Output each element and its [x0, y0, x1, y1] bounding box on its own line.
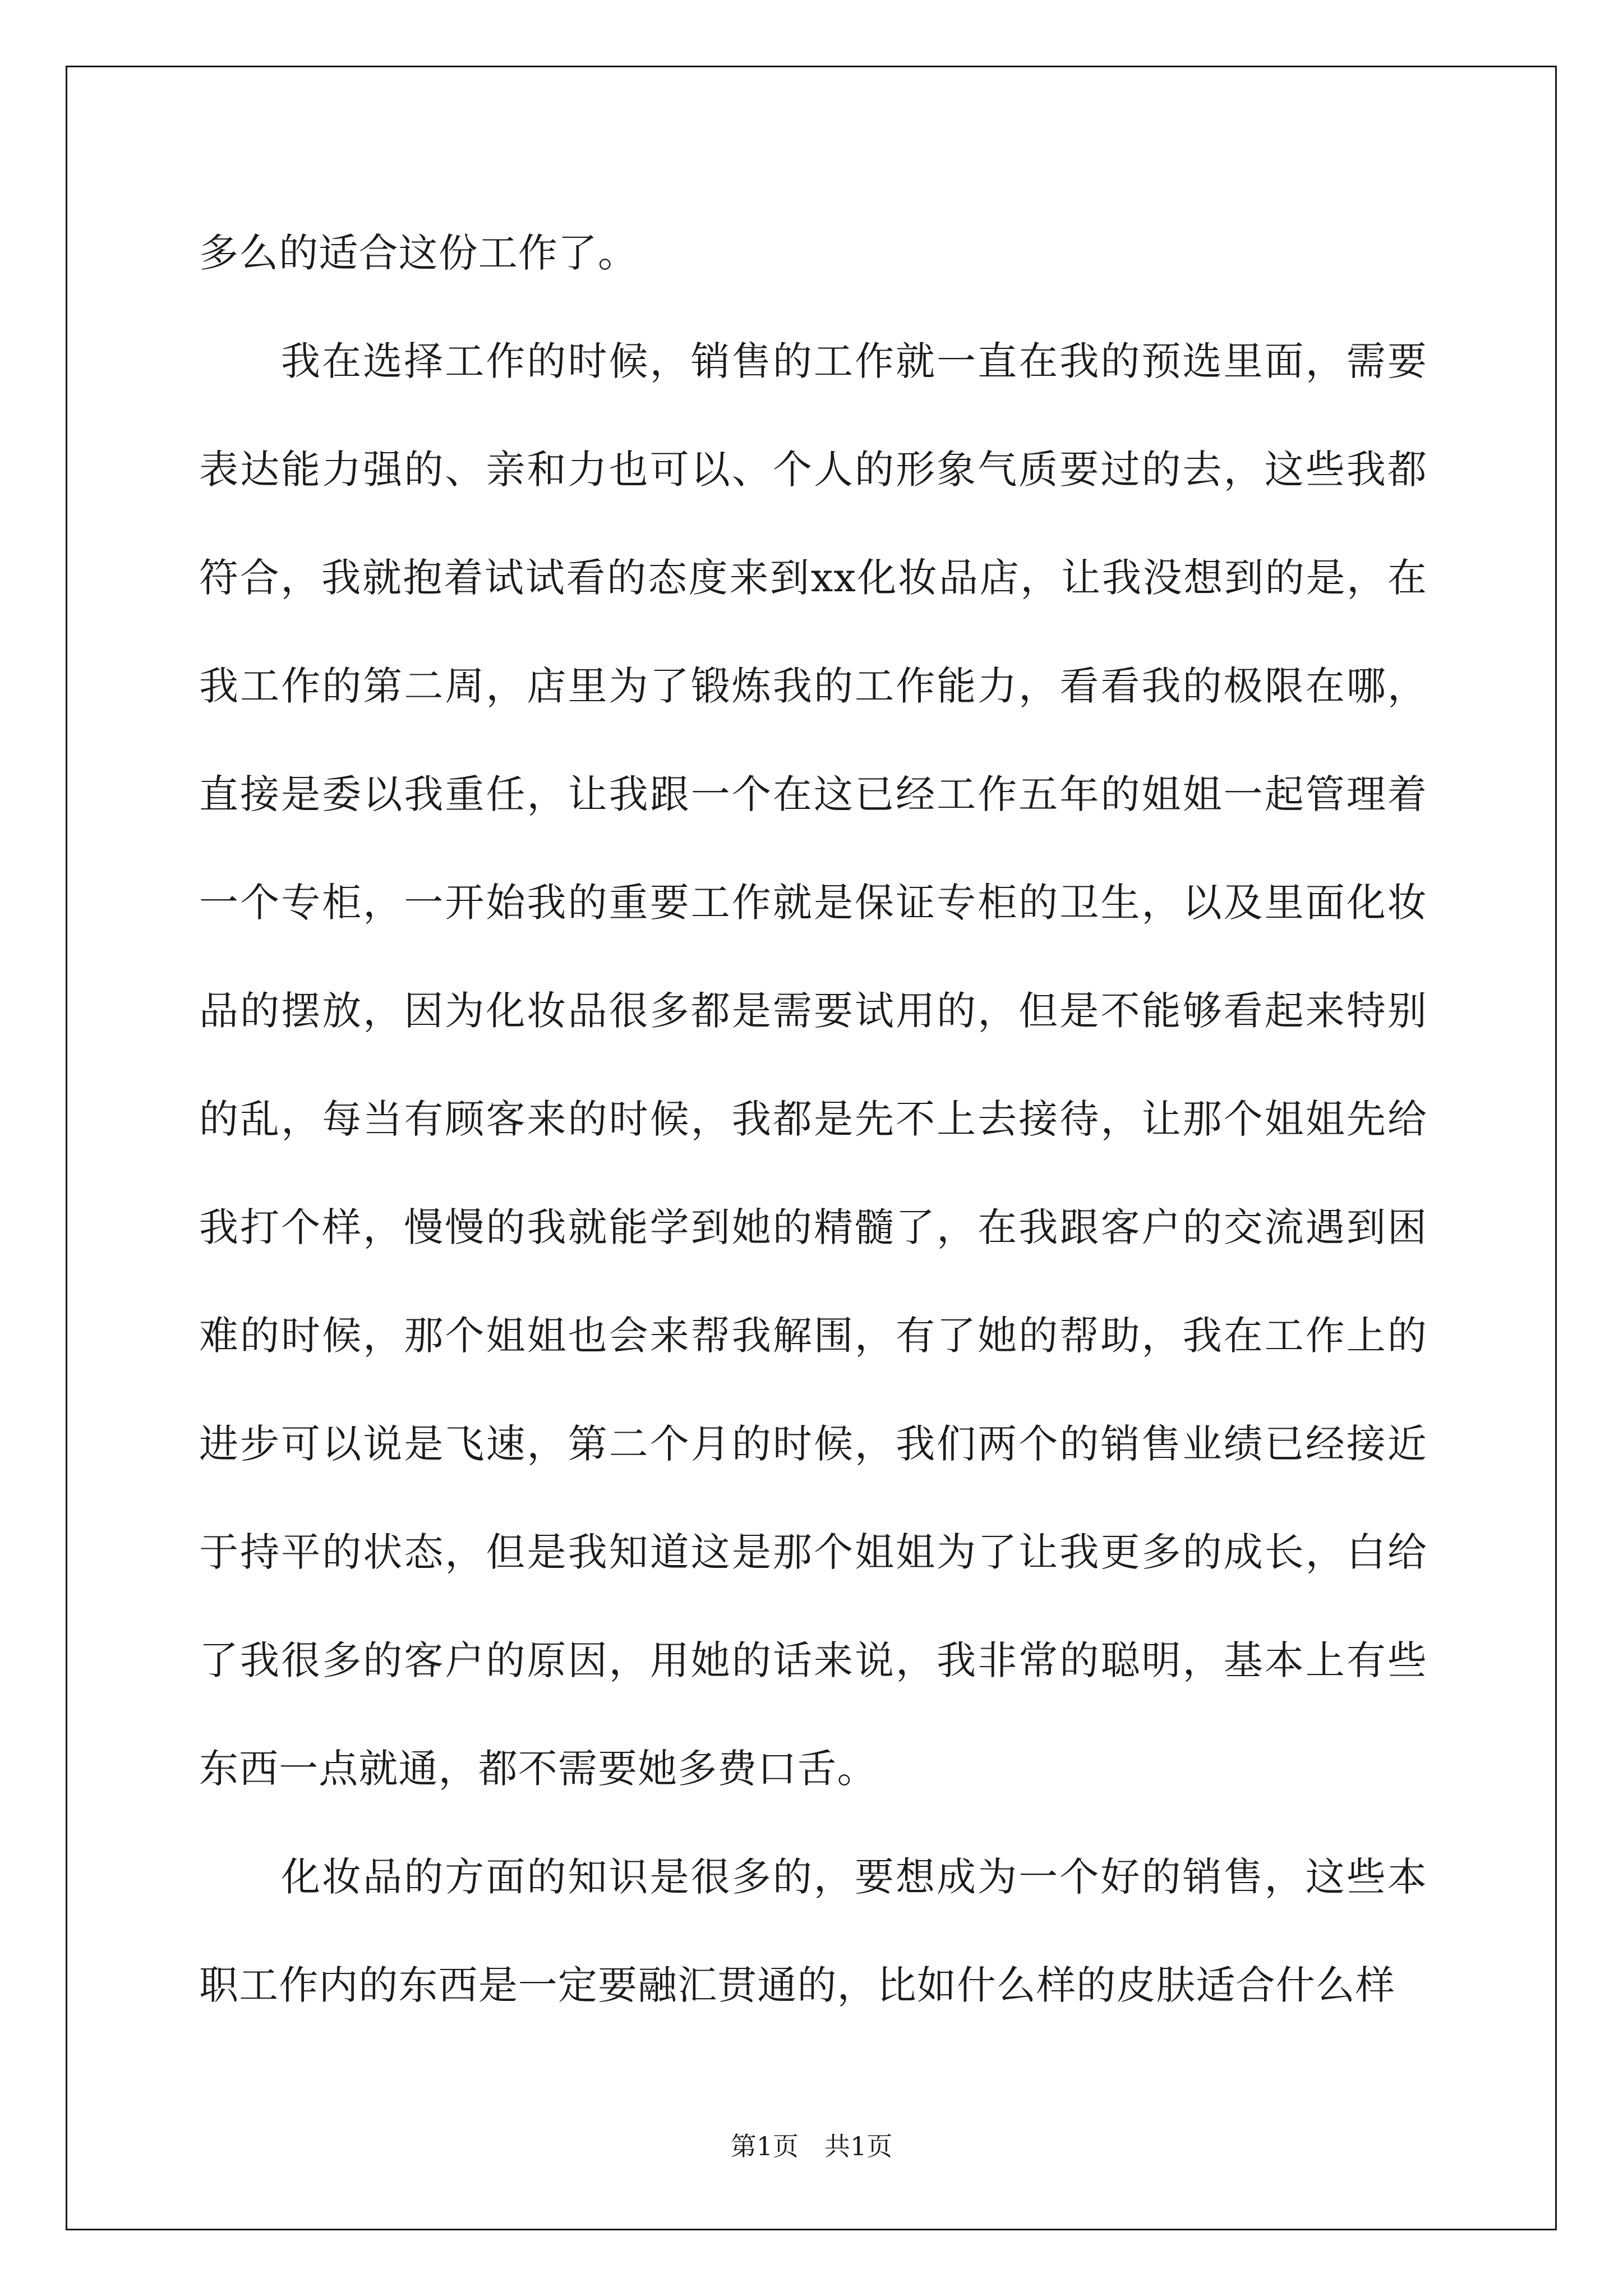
- page-number-current: 第1页: [730, 2131, 799, 2161]
- paragraph-job-selection: 我在选择工作的时候，销售的工作就一直在我的预选里面，需要表达能力强的、亲和力也可以、个人的形象气质要过的去，这些我都符合，我就抱着试试看的态度来到xx化妆品店，让我没想到的是，在我工作的第二周，店里为了锻炼我的工作能力，看看我的极限在哪，直接是委以我重任，让我跟一个在这已经工作五年的姐姐一起管理着一个专柜，一开始我的重要工作就是保证专柜的卫生，以及里面化妆品的摆放，因为化妆品很多都是需要试用的，但是不能够看起来特别的乱，每当有顾客来的时候，我都是先不上去接待，让那个姐姐先给我打个样，慢慢的我就能学到她的精髓了，在我跟客户的交流遇到困难的时候，那个姐姐也会来帮我解围，有了她的帮助，我在工作上的进步可以说是飞速，第二个月的时候，我们两个的销售业绩已经接近于持平的状态，但是我知道这是那个姐姐为了让我更多的成长，白给了我很多的客户的原因，用她的话来说，我非常的聪明，基本上有些东西一点就通，都不需要她多费口舌。: [199, 338, 1427, 1792]
- document-body: [199, 199, 1427, 2040]
- page-number-total: 共1页: [824, 2131, 893, 2161]
- page-footer: [0, 2126, 1623, 2163]
- paragraph-continuation: 多么的适合这份工作了。: [199, 230, 638, 276]
- paragraph-cosmetics-knowledge: 化妆品的方面的知识是很多的，要想成为一个好的销售，这些本职工作内的东西是一定要融汇贯通的，比如什么样的皮肤适合什么样: [199, 1854, 1427, 2008]
